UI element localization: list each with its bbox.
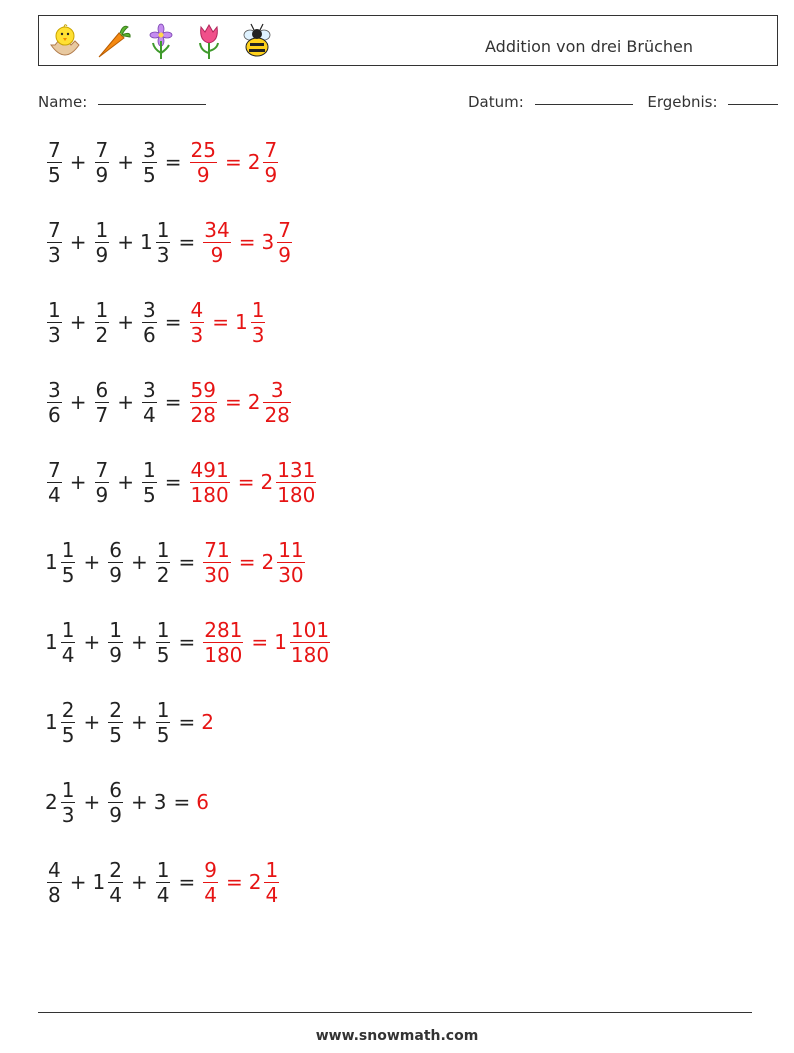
equals-sign: = bbox=[251, 630, 269, 654]
footer-website: www.snowmath.com bbox=[315, 1028, 479, 1044]
plus-sign: + bbox=[130, 710, 148, 734]
fraction bbox=[263, 378, 290, 427]
plus-sign: + bbox=[69, 230, 87, 254]
equals-sign: = bbox=[178, 710, 196, 734]
plus-sign: + bbox=[130, 630, 148, 654]
equals-sign: = bbox=[224, 390, 242, 414]
fraction bbox=[47, 378, 62, 427]
term bbox=[45, 778, 77, 827]
whole-number: 1 bbox=[235, 310, 248, 334]
answer bbox=[188, 298, 268, 347]
denominator: 5 bbox=[143, 162, 156, 187]
term bbox=[106, 698, 125, 747]
whole-number: 3 bbox=[153, 790, 167, 814]
result-label: Ergebnis: bbox=[647, 93, 718, 111]
term bbox=[106, 778, 125, 827]
plus-sign: + bbox=[83, 790, 101, 814]
denominator: 3 bbox=[61, 802, 75, 827]
name-blank[interactable] bbox=[98, 103, 206, 105]
numerator: 6 bbox=[95, 377, 109, 402]
fraction bbox=[251, 298, 266, 347]
term bbox=[274, 618, 332, 667]
answer bbox=[188, 138, 281, 187]
problem-row bbox=[45, 612, 332, 672]
denominator: 6 bbox=[48, 402, 61, 427]
problem-row bbox=[45, 212, 294, 272]
denominator: 9 bbox=[264, 162, 278, 187]
numerator: 7 bbox=[278, 217, 291, 242]
denominator: 9 bbox=[95, 482, 109, 507]
date-blank[interactable] bbox=[535, 103, 633, 105]
term bbox=[93, 858, 125, 907]
term bbox=[188, 378, 219, 427]
term bbox=[154, 538, 173, 587]
term bbox=[45, 858, 64, 907]
plus-sign: + bbox=[69, 390, 87, 414]
term bbox=[106, 538, 125, 587]
denominator: 7 bbox=[95, 402, 109, 427]
fraction bbox=[108, 778, 123, 827]
whole-number: 6 bbox=[196, 790, 209, 814]
numerator: 7 bbox=[264, 137, 278, 162]
denominator: 9 bbox=[95, 242, 109, 267]
fraction bbox=[142, 298, 157, 347]
numerator: 9 bbox=[204, 857, 217, 882]
term bbox=[201, 858, 220, 907]
equals-sign: = bbox=[178, 870, 196, 894]
term bbox=[201, 538, 232, 587]
term bbox=[260, 458, 318, 507]
numerator: 2 bbox=[61, 697, 75, 722]
whole-number: 2 bbox=[201, 710, 214, 734]
answer bbox=[201, 710, 215, 734]
term bbox=[93, 378, 112, 427]
denominator: 3 bbox=[251, 322, 265, 347]
fraction bbox=[203, 218, 230, 267]
term bbox=[140, 298, 159, 347]
plus-sign: + bbox=[69, 470, 87, 494]
whole-number: 1 bbox=[92, 870, 106, 894]
fraction bbox=[142, 138, 157, 187]
fraction bbox=[47, 138, 62, 187]
chick-icon bbox=[45, 21, 85, 61]
denominator: 5 bbox=[156, 642, 170, 667]
answer bbox=[196, 790, 210, 814]
bee-icon bbox=[237, 21, 277, 61]
fraction bbox=[108, 698, 123, 747]
term bbox=[45, 138, 64, 187]
fraction bbox=[95, 218, 110, 267]
plus-sign: + bbox=[83, 550, 101, 574]
denominator: 5 bbox=[48, 162, 61, 187]
numerator: 1 bbox=[143, 457, 156, 482]
fraction bbox=[61, 698, 76, 747]
whole-number: 3 bbox=[261, 230, 275, 254]
fraction bbox=[108, 618, 123, 667]
term bbox=[188, 138, 219, 187]
numerator: 4 bbox=[48, 857, 61, 882]
fraction bbox=[95, 458, 110, 507]
term bbox=[45, 378, 64, 427]
whole-number: 1 bbox=[45, 630, 58, 654]
numerator: 2 bbox=[109, 697, 122, 722]
numerator: 11 bbox=[278, 537, 304, 562]
numerator: 1 bbox=[156, 697, 170, 722]
plus-sign: + bbox=[83, 710, 101, 734]
numerator: 7 bbox=[48, 457, 61, 482]
numerator: 1 bbox=[265, 857, 279, 882]
denominator: 5 bbox=[156, 722, 170, 747]
equals-sign: = bbox=[237, 470, 255, 494]
numerator: 1 bbox=[156, 537, 170, 562]
plus-sign: + bbox=[117, 230, 134, 254]
fraction bbox=[203, 618, 243, 667]
whole-number: 2 bbox=[248, 870, 262, 894]
denominator: 4 bbox=[143, 402, 156, 427]
numerator: 3 bbox=[270, 377, 284, 402]
term bbox=[201, 618, 245, 667]
fraction bbox=[47, 458, 62, 507]
numerator: 1 bbox=[95, 217, 109, 242]
denominator: 28 bbox=[264, 402, 290, 427]
whole-number: 2 bbox=[247, 150, 261, 174]
denominator: 9 bbox=[95, 162, 109, 187]
carrot-icon bbox=[93, 21, 133, 61]
fraction bbox=[156, 538, 171, 587]
denominator: 3 bbox=[190, 322, 204, 347]
problem-row bbox=[45, 772, 210, 832]
denominator: 9 bbox=[278, 242, 291, 267]
denominator: 4 bbox=[156, 882, 170, 907]
denominator: 6 bbox=[143, 322, 156, 347]
equals-sign: = bbox=[212, 310, 229, 334]
numerator: 1 bbox=[48, 297, 61, 322]
term bbox=[106, 618, 125, 667]
numerator: 1 bbox=[61, 537, 75, 562]
worksheet-header bbox=[38, 15, 778, 66]
answer bbox=[201, 618, 332, 667]
plus-sign: + bbox=[69, 310, 87, 334]
fraction bbox=[156, 218, 171, 267]
whole-number: 2 bbox=[260, 470, 274, 494]
numerator: 131 bbox=[277, 457, 316, 482]
name-label: Name: bbox=[38, 93, 88, 111]
denominator: 8 bbox=[48, 882, 61, 907]
fraction bbox=[156, 698, 171, 747]
numerator: 7 bbox=[95, 137, 109, 162]
term bbox=[45, 698, 77, 747]
fraction bbox=[156, 858, 171, 907]
plus-sign: + bbox=[69, 150, 87, 174]
fraction bbox=[142, 378, 157, 427]
fraction bbox=[263, 138, 278, 187]
numerator: 3 bbox=[143, 137, 156, 162]
term bbox=[235, 298, 267, 347]
denominator: 180 bbox=[204, 642, 243, 667]
denominator: 4 bbox=[48, 482, 61, 507]
answer bbox=[201, 858, 281, 907]
numerator: 1 bbox=[109, 617, 122, 642]
denominator: 3 bbox=[48, 242, 61, 267]
denominator: 4 bbox=[109, 882, 122, 907]
denominator: 180 bbox=[290, 642, 330, 667]
numerator: 1 bbox=[61, 777, 75, 802]
fraction bbox=[95, 298, 110, 347]
term bbox=[154, 698, 173, 747]
denominator: 3 bbox=[156, 242, 170, 267]
denominator: 5 bbox=[61, 562, 75, 587]
date-label: Datum: bbox=[468, 93, 524, 111]
term bbox=[261, 218, 293, 267]
fraction bbox=[156, 618, 171, 667]
numerator: 7 bbox=[95, 457, 109, 482]
fraction bbox=[47, 298, 62, 347]
numerator: 71 bbox=[204, 537, 230, 562]
denominator: 3 bbox=[48, 322, 61, 347]
term bbox=[140, 378, 159, 427]
denominator: 2 bbox=[95, 322, 109, 347]
numerator: 1 bbox=[156, 617, 170, 642]
numerator: 4 bbox=[190, 297, 204, 322]
term bbox=[201, 710, 215, 734]
answer bbox=[188, 378, 293, 427]
term bbox=[93, 218, 112, 267]
equals-sign: = bbox=[164, 470, 182, 494]
numerator: 491 bbox=[190, 457, 229, 482]
term bbox=[261, 538, 306, 587]
fraction bbox=[190, 458, 230, 507]
fraction bbox=[61, 618, 76, 667]
fraction bbox=[277, 538, 304, 587]
equals-sign: = bbox=[164, 390, 182, 414]
plus-sign: + bbox=[130, 870, 148, 894]
whole-number: 1 bbox=[45, 710, 58, 734]
term bbox=[248, 378, 293, 427]
equals-sign: = bbox=[164, 150, 182, 174]
term bbox=[45, 218, 64, 267]
term bbox=[93, 458, 112, 507]
plus-sign: + bbox=[117, 470, 134, 494]
numerator: 281 bbox=[204, 617, 243, 642]
fraction bbox=[142, 458, 157, 507]
whole-number: 2 bbox=[261, 550, 275, 574]
numerator: 3 bbox=[143, 377, 156, 402]
numerator: 1 bbox=[95, 297, 109, 322]
term bbox=[45, 538, 77, 587]
term bbox=[248, 138, 280, 187]
plus-sign: + bbox=[130, 790, 148, 814]
fraction bbox=[277, 218, 292, 267]
result-blank[interactable] bbox=[728, 103, 778, 105]
answer bbox=[201, 218, 294, 267]
problem-row bbox=[45, 132, 280, 192]
equals-sign: = bbox=[178, 550, 196, 574]
fraction bbox=[203, 858, 218, 907]
plus-sign: + bbox=[117, 310, 134, 334]
answer bbox=[188, 458, 319, 507]
denominator: 4 bbox=[61, 642, 75, 667]
fraction bbox=[276, 458, 316, 507]
term bbox=[45, 298, 64, 347]
fraction bbox=[108, 538, 123, 587]
fraction bbox=[290, 618, 330, 667]
fraction bbox=[190, 138, 217, 187]
fraction bbox=[47, 218, 62, 267]
numerator: 3 bbox=[48, 377, 61, 402]
numerator: 101 bbox=[290, 617, 330, 642]
numerator: 7 bbox=[48, 137, 61, 162]
denominator: 5 bbox=[61, 722, 75, 747]
term bbox=[249, 858, 281, 907]
problem-row bbox=[45, 852, 281, 912]
header-icons bbox=[45, 21, 277, 61]
equals-sign: = bbox=[225, 870, 243, 894]
term bbox=[201, 218, 232, 267]
equals-sign: = bbox=[238, 230, 256, 254]
numerator: 59 bbox=[190, 377, 216, 402]
numerator: 7 bbox=[48, 217, 61, 242]
tulip-icon bbox=[189, 21, 229, 61]
fraction bbox=[264, 858, 279, 907]
term bbox=[140, 458, 159, 507]
equals-sign: = bbox=[238, 550, 256, 574]
worksheet-title: Addition von drei Brüchen bbox=[485, 37, 694, 56]
numerator: 25 bbox=[190, 137, 216, 162]
term bbox=[45, 618, 77, 667]
plus-sign: + bbox=[117, 390, 134, 414]
equals-sign: = bbox=[173, 790, 191, 814]
whole-number: 2 bbox=[45, 790, 58, 814]
denominator: 5 bbox=[109, 722, 122, 747]
denominator: 30 bbox=[278, 562, 304, 587]
fraction bbox=[190, 378, 217, 427]
denominator: 9 bbox=[109, 642, 122, 667]
plus-sign: + bbox=[69, 870, 87, 894]
denominator: 9 bbox=[196, 162, 210, 187]
term bbox=[154, 858, 173, 907]
plus-sign: + bbox=[130, 550, 148, 574]
whole-number: 1 bbox=[140, 230, 153, 254]
numerator: 3 bbox=[143, 297, 156, 322]
whole-number: 2 bbox=[247, 390, 261, 414]
equals-sign: = bbox=[164, 310, 182, 334]
denominator: 5 bbox=[143, 482, 156, 507]
term bbox=[196, 790, 210, 814]
whole-number: 1 bbox=[45, 550, 58, 574]
problem-row bbox=[45, 372, 293, 432]
name-field[interactable] bbox=[38, 93, 206, 111]
whole-number: 1 bbox=[274, 630, 287, 654]
fraction bbox=[95, 378, 110, 427]
term bbox=[93, 138, 112, 187]
problem-row bbox=[45, 692, 215, 752]
term bbox=[154, 790, 168, 814]
term bbox=[45, 458, 64, 507]
flower-icon bbox=[141, 21, 181, 61]
fraction bbox=[47, 858, 62, 907]
denominator: 28 bbox=[190, 402, 216, 427]
denominator: 9 bbox=[109, 802, 122, 827]
problem-row bbox=[45, 452, 318, 512]
problem-row bbox=[45, 532, 307, 592]
numerator: 2 bbox=[109, 857, 122, 882]
fraction bbox=[61, 538, 76, 587]
denominator: 4 bbox=[204, 882, 217, 907]
fraction bbox=[95, 138, 110, 187]
term bbox=[154, 618, 173, 667]
plus-sign: + bbox=[83, 630, 101, 654]
numerator: 6 bbox=[109, 537, 122, 562]
denominator: 180 bbox=[190, 482, 229, 507]
equals-sign: = bbox=[224, 150, 242, 174]
numerator: 1 bbox=[156, 217, 170, 242]
term bbox=[93, 298, 112, 347]
denominator: 4 bbox=[265, 882, 279, 907]
fraction bbox=[190, 298, 205, 347]
fraction bbox=[203, 538, 230, 587]
denominator: 9 bbox=[210, 242, 224, 267]
term bbox=[188, 298, 207, 347]
denominator: 9 bbox=[109, 562, 122, 587]
equals-sign: = bbox=[178, 630, 196, 654]
date-result-fields bbox=[468, 93, 778, 111]
numerator: 1 bbox=[61, 617, 75, 642]
numerator: 1 bbox=[156, 857, 170, 882]
denominator: 30 bbox=[204, 562, 230, 587]
term bbox=[140, 138, 159, 187]
plus-sign: + bbox=[117, 150, 134, 174]
numerator: 6 bbox=[109, 777, 122, 802]
problem-row bbox=[45, 292, 267, 352]
numerator: 34 bbox=[204, 217, 230, 242]
numerator: 1 bbox=[251, 297, 265, 322]
fraction bbox=[61, 778, 76, 827]
denominator: 2 bbox=[156, 562, 170, 587]
term bbox=[140, 218, 172, 267]
footer-divider bbox=[38, 1012, 752, 1013]
term bbox=[188, 458, 232, 507]
fraction bbox=[108, 858, 123, 907]
answer bbox=[201, 538, 306, 587]
equals-sign: = bbox=[178, 230, 196, 254]
denominator: 180 bbox=[277, 482, 316, 507]
